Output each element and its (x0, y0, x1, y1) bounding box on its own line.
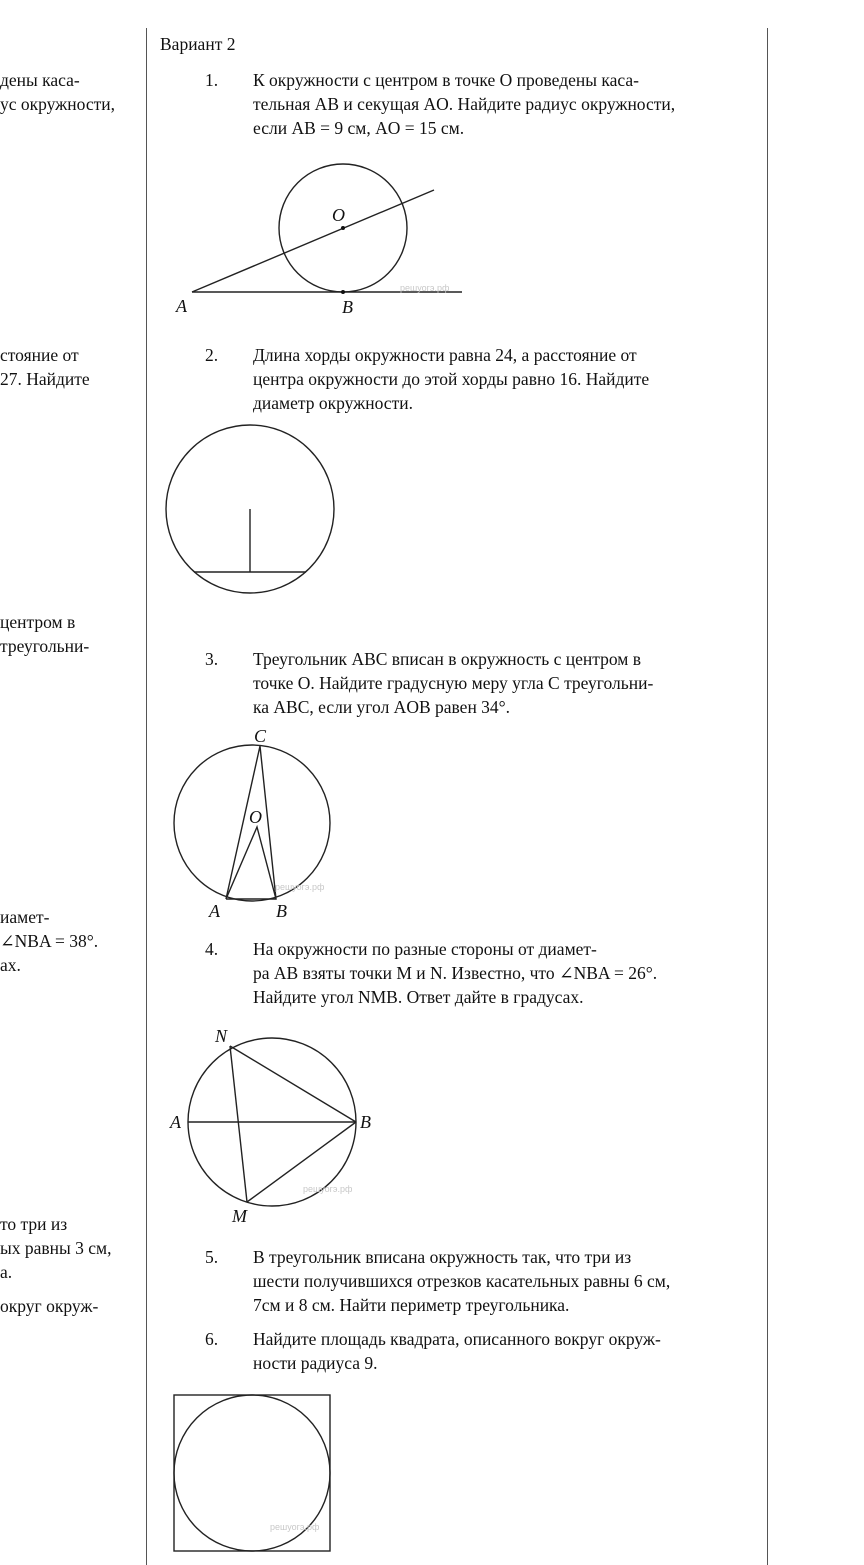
circle (279, 164, 407, 292)
circle (188, 1038, 356, 1206)
left-column-divider (146, 28, 147, 1565)
label-m: M (232, 1206, 247, 1226)
point-o (341, 226, 345, 230)
label-a: A (176, 296, 187, 316)
watermark: решуогэ.рф (400, 283, 450, 293)
left-fragment-1: дены каса- ус окружности, (0, 70, 115, 114)
task-number: 6. (205, 1329, 219, 1349)
label-b: B (342, 297, 353, 317)
circle (174, 1395, 330, 1551)
square (174, 1395, 330, 1551)
chord-mb (247, 1122, 356, 1202)
left-fragment-4: иамет- ∠NBA = 38°. ах. (0, 907, 99, 975)
label-n: N (215, 1026, 228, 1046)
label-o: O (332, 205, 345, 225)
task-text: В треугольник вписана окружность так, что три из шести получившихся отрезков касательных равны 6 см, 7см и 8 см. Найти периметр треугольника. (253, 1247, 671, 1315)
task-number: 3. (205, 649, 219, 669)
left-fragment-6: округ окруж- (0, 1296, 99, 1316)
chord-nm (230, 1046, 247, 1202)
label-c: C (254, 726, 267, 746)
label-b: B (360, 1112, 371, 1132)
task-number: 5. (205, 1247, 219, 1267)
task-number: 4. (205, 939, 219, 959)
right-column-divider (767, 28, 768, 1565)
angle-aob (226, 827, 276, 899)
task-text: Найдите площадь квадрата, описанного вокруг окруж- ности радиуса 9. (253, 1329, 661, 1373)
watermark: решуогэ.рф (303, 1184, 353, 1194)
task-text: Треугольник ABC вписан в окружность с центром в точке O. Найдите градусную меру угла C треугольни- ка ABC, если угол AOB равен 34°. (253, 649, 654, 717)
watermark: решуогэ.рф (270, 1522, 320, 1532)
task-number: 2. (205, 345, 219, 365)
secant-ao (192, 190, 434, 292)
circle (174, 745, 330, 901)
circle (166, 425, 334, 593)
task-text: Длина хорды окружности равна 24, а расстояние от центра окружности до этой хорды равно 16. Найдите диаметр окружности. (253, 345, 650, 413)
left-fragment-5: то три из ых равны 3 см, а. (0, 1214, 112, 1282)
triangle-abc (226, 746, 276, 899)
point-b (341, 290, 345, 294)
label-o: O (249, 807, 262, 827)
task-text: К окружности с центром в точке O проведены каса- тельная AB и секущая AO. Найдите радиус окружности, если AB = 9 см, AO = 15 см. (253, 70, 676, 138)
variant-title: Вариант 2 (160, 34, 236, 54)
left-fragment-3: центром в треугольни- (0, 612, 90, 656)
chord-nb (230, 1046, 356, 1122)
task-number: 1. (205, 70, 219, 90)
left-fragment-2: стояние от 27. Найдите (0, 345, 90, 389)
label-a: A (209, 901, 220, 921)
label-b: B (276, 901, 287, 921)
label-a: A (170, 1112, 181, 1132)
watermark: решуогэ.рф (275, 882, 325, 892)
task-text: На окружности по разные стороны от диамет- ра AB взяты точки M и N. Известно, что ∠NBA = 26°. Найдите угол NMB. Ответ дайте в градусах. (253, 939, 658, 1007)
